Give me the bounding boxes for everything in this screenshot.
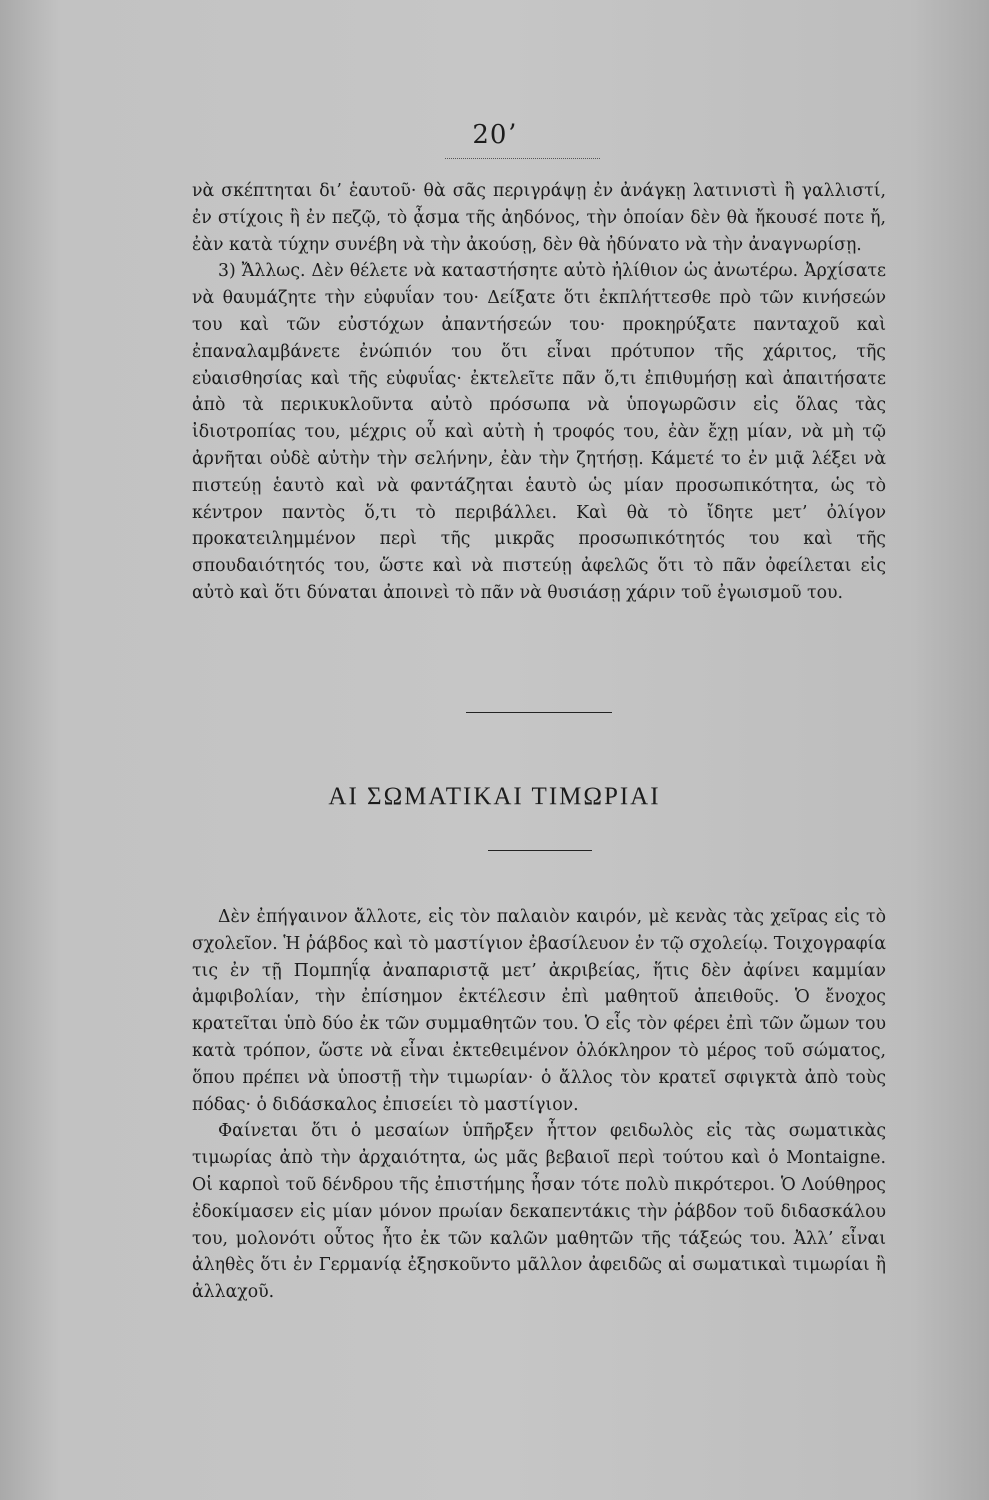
page-number-rule [445,158,600,159]
section-title: ΑΙ ΣΩΜΑΤΙΚΑΙ ΤΙΜΩΡΙΑΙ [328,783,661,810]
section-body [192,904,886,1306]
page-number: 20ʼ [472,120,517,150]
paragraph: Φαίνεται ὅτι ὁ μεσαίων ὑπῆρξεν ἧττον φειδωλὸς εἰς τὰς σωματικὰς τιμωρίας ἀπὸ τὴν ἀρχαιότητα, ὡς μᾶς βεβαιοῖ περὶ τούτου καὶ ὁ Montaigne. Οἱ καρποὶ τοῦ δένδρου τῆς ἐπιστήμης ἦσαν τότε πολὺ πικρότεροι. Ὁ Λούθηρος ἐδοκίμασεν εἰς μίαν μόνον πρωίαν δεκαπεντάκις τὴν ῥάβδον τοῦ διδασκάλου του, μολονότι οὗτος ἦτο ἐκ τῶν καλῶν μαθητῶν τῆς τάξεώς του. Ἀλλ’ εἶναι ἀληθὲς ὅτι ἐν Γερμανίᾳ ἐξησκοῦντο μᾶλλον ἀφειδῶς αἱ σωματικαὶ τιμωρίαι ἢ ἀλλαχοῦ. [192,1121,886,1303]
paragraph: 3) Ἄλλως. Δὲν θέλετε νὰ καταστήσητε αὐτὸ ἠλίθιον ὡς ἀνωτέρω. Ἀρχίσατε νὰ θαυμάζητε τὴν εὐφυΐαν του· Δείξατε ὅτι ἐκπλήττεσθε πρὸ τῶν κινήσεών του καὶ τῶν εὐστόχων ἀπαντήσεών του· προκηρύξατε πανταχοῦ καὶ ἐπαναλαμβάνετε ἐνώπιόν του ὅτι εἶναι πρότυπον τῆς χάριτος, τῆς εὐαισθησίας καὶ τῆς εὐφυΐας· ἐκτελεῖτε πᾶν ὅ,τι ἐπιθυμήσῃ καὶ ἀπαιτήσατε ἀπὸ τὰ περικυκλοῦντα αὐτὸ πρόσωπα νὰ ὑπογωρῶσιν εἰς ὅλας τὰς ἰδιοτροπίας του, μέχρις οὗ καὶ αὐτὴ ἡ τροφός του, ἐὰν ἔχῃ μίαν, νὰ μὴ τῷ ἀρνῆται οὐδὲ αὐτὴν τὴν σελήνην, ἐὰν τὴν ζητήσῃ. Κάμετέ το ἐν μιᾷ λέξει νὰ πιστεύῃ ἑαυτὸ καὶ νὰ φαντάζηται ἑαυτὸ ὡς μίαν προσωπικότητα, ὡς τὸ κέντρον παντὸς ὅ,τι τὸ περιβάλλει. Καὶ θὰ τὸ ἴδητε μετ’ ὀλίγον προκατειλημμένον περὶ τῆς μικρᾶς προσωπικότητός του καὶ τῆς σπουδαιότητός του, ὥστε καὶ νὰ πιστεύῃ ἀφελῶς ὅτι τὸ πᾶν ὀφείλεται εἰς αὐτὸ καὶ ὅτι δύναται ἀποινεὶ τὸ πᾶν νὰ θυσιάσῃ χάριν τοῦ ἐγωισμοῦ του. [192,261,886,603]
paragraph: νὰ σκέπτηται δι’ ἑαυτοῦ· θὰ σᾶς περιγράψῃ ἐν ἀνάγκῃ λατινιστὶ ἢ γαλλιστί, ἐν στίχοις ἢ ἐν πεζῷ, τὸ ᾆσμα τῆς ἀηδόνος, τὴν ὁποίαν δὲν θὰ ἤκουσέ ποτε ἤ, ἐὰν κατὰ τύχην συνέβη νὰ τὴν ἀκούσῃ, δὲν θὰ ἠδύνατο νὰ τὴν ἀναγνωρίσῃ. [192,181,886,255]
continued-text [192,178,886,607]
section-divider [466,712,612,713]
title-underline [488,850,592,851]
paragraph: Δὲν ἐπήγαινον ἄλλοτε, εἰς τὸν παλαιὸν καιρόν, μὲ κενὰς τὰς χεῖρας εἰς τὸ σχολεῖον. Ἡ ῥάβδος καὶ τὸ μαστίγιον ἐβασίλευον ἐν τῷ σχολείῳ. Τοιχογραφία τις ἐν τῇ Πομπηΐᾳ ἀναπαριστᾷ μετ’ ἀκριβείας, ἥτις δὲν ἀφίνει καμμίαν ἀμφιβολίαν, τὴν ἐπίσημον ἐκτέλεσιν ἐπὶ μαθητοῦ ἀπειθοῦς. Ὁ ἔνοχος κρατεῖται ὑπὸ δύο ἐκ τῶν συμμαθητῶν του. Ὁ εἷς τὸν φέρει ἐπὶ τῶν ὤμων του κατὰ τρόπον, ὥστε νὰ εἶναι ἐκτεθειμένον ὁλόκληρον τὸ μέρος τοῦ σώματος, ὅπου πρέπει νὰ ὑποστῇ τὴν τιμωρίαν· ὁ ἄλλος τὸν κρατεῖ σφιγκτὰ ἀπὸ τοὺς πόδας· ὁ διδάσκαλος ἐπισείει τὸ μαστίγιον. [192,907,886,1115]
